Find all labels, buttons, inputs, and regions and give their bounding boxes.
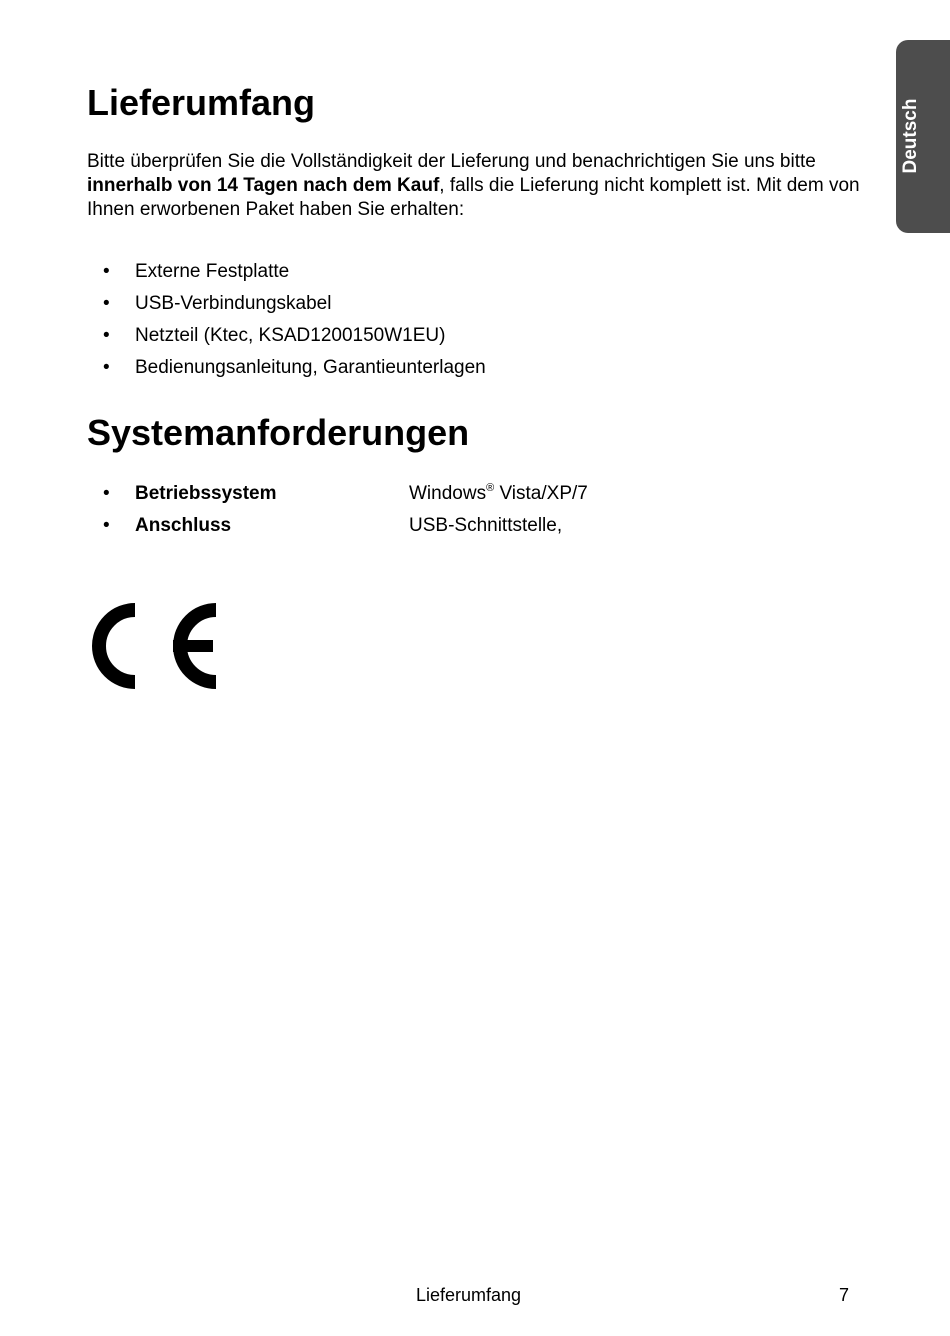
intro-bold-text: innerhalb von 14 Tagen nach dem Kauf bbox=[87, 175, 440, 196]
requirement-row bbox=[87, 510, 588, 542]
list-item bbox=[87, 256, 486, 288]
intro-paragraph bbox=[87, 150, 867, 222]
list-item bbox=[87, 320, 486, 352]
requirements-list bbox=[87, 478, 588, 542]
requirement-value-versions: Vista/XP/7 bbox=[494, 483, 588, 504]
bullet-icon: • bbox=[103, 357, 110, 378]
registered-mark: ® bbox=[486, 482, 495, 494]
ce-mark-logo bbox=[87, 596, 221, 694]
list-item bbox=[87, 352, 486, 384]
ce-mark-e-bar bbox=[173, 640, 213, 652]
list-item-text: Externe Festplatte bbox=[135, 261, 290, 282]
requirement-value-os: Windows bbox=[409, 483, 487, 504]
section-heading-systemanforderungen: Systemanforderungen bbox=[87, 412, 470, 453]
footer-section-title: Lieferumfang bbox=[416, 1285, 522, 1305]
requirement-label: Betriebssystem bbox=[135, 483, 277, 504]
list-item bbox=[87, 288, 486, 320]
language-tab-label: Deutsch bbox=[900, 98, 921, 174]
requirement-row bbox=[87, 478, 588, 510]
bullet-icon: • bbox=[103, 325, 110, 346]
ce-mark-c bbox=[99, 610, 135, 682]
bullet-icon: • bbox=[103, 261, 110, 282]
section-heading-lieferumfang: Lieferumfang bbox=[87, 82, 316, 123]
requirement-label: Anschluss bbox=[135, 515, 232, 536]
intro-text-2: , falls die Lieferung nicht komplett ist. Mit dem von Ihnen erworbenen Paket haben Sie erhalten: bbox=[87, 175, 860, 220]
list-item-text: Netzteil (Ktec, KSAD1200150W1EU) bbox=[135, 325, 446, 346]
bullet-icon: • bbox=[103, 483, 110, 504]
footer-page-number: 7 bbox=[839, 1285, 850, 1305]
requirement-value bbox=[409, 483, 588, 504]
list-item-text: Bedienungsanleitung, Garantieunterlagen bbox=[135, 357, 486, 378]
bullet-icon: • bbox=[103, 515, 110, 536]
requirement-value: USB-Schnittstelle, bbox=[409, 515, 563, 536]
bullet-icon: • bbox=[103, 293, 110, 314]
delivery-list bbox=[87, 256, 486, 384]
list-item-text: USB-Verbindungskabel bbox=[135, 293, 332, 314]
intro-text-1: Bitte überprüfen Sie die Vollständigkeit der Lieferung und benachrichtigen Sie uns bitte bbox=[87, 151, 816, 172]
